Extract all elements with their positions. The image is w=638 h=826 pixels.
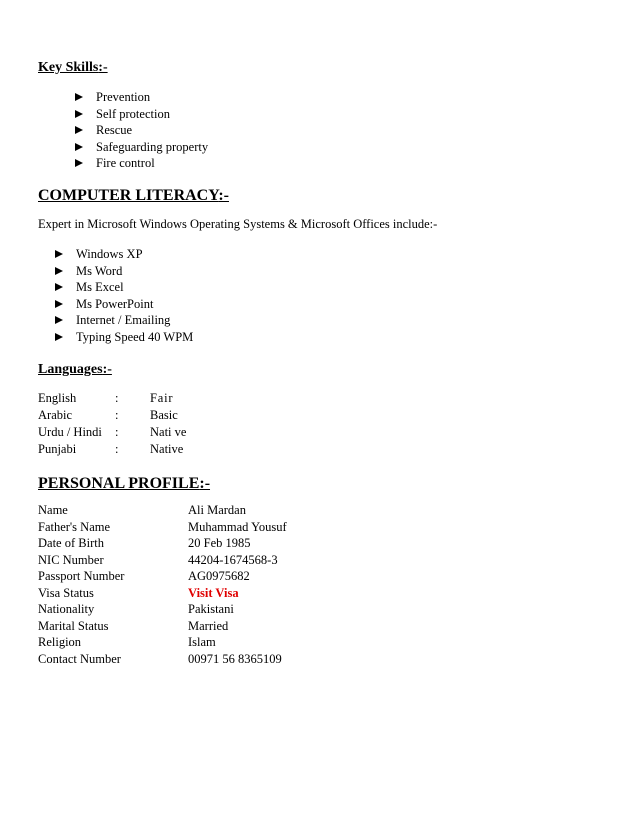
separator: : bbox=[115, 442, 119, 456]
computer-skill-label: Ms Excel bbox=[76, 280, 124, 294]
arrow-bullet-icon bbox=[75, 110, 83, 118]
profile-value: Married bbox=[188, 619, 229, 633]
language-name: Arabic bbox=[38, 408, 73, 422]
key-skills-title: Key Skills bbox=[38, 60, 99, 75]
arrow-bullet-icon bbox=[55, 333, 63, 341]
skill-label: Prevention bbox=[96, 90, 151, 104]
arrow-bullet-icon bbox=[55, 316, 63, 324]
arrow-bullet-icon bbox=[75, 159, 83, 167]
list-item bbox=[75, 106, 208, 123]
list-item bbox=[75, 89, 208, 106]
languages-title: Languages bbox=[38, 362, 103, 377]
languages-heading bbox=[38, 362, 112, 378]
list-item bbox=[55, 312, 193, 329]
computer-literacy-title: COMPUTER LITERACY bbox=[38, 187, 219, 204]
profile-value: Ali Mardan bbox=[188, 503, 246, 517]
computer-skills-list bbox=[55, 246, 193, 345]
profile-label: Nationality bbox=[38, 602, 95, 616]
profile-value: Pakistani bbox=[188, 602, 234, 616]
key-skills-list bbox=[75, 89, 208, 172]
list-item bbox=[55, 329, 193, 346]
separator: : bbox=[115, 425, 119, 439]
skill-label: Safeguarding property bbox=[96, 139, 209, 154]
profile-value: 44204-1674568-3 bbox=[188, 553, 278, 567]
profile-label: Date of Birth bbox=[38, 536, 104, 550]
profile-label: Passport Number bbox=[38, 569, 125, 583]
key-skills-suffix: :- bbox=[98, 60, 108, 75]
profile-label: Visa Status bbox=[38, 586, 94, 600]
arrow-bullet-icon bbox=[55, 300, 63, 308]
computer-skill-label: Windows XP bbox=[76, 247, 143, 261]
list-item bbox=[55, 296, 193, 313]
list-item bbox=[55, 263, 193, 280]
arrow-bullet-icon bbox=[55, 250, 63, 258]
profile-value: 20 Feb 1985 bbox=[188, 536, 251, 550]
language-name: English bbox=[38, 391, 77, 405]
list-item bbox=[55, 246, 193, 263]
separator: : bbox=[115, 391, 119, 405]
computer-skill-label: Typing Speed 40 WPM bbox=[76, 329, 194, 344]
arrow-bullet-icon bbox=[75, 143, 83, 151]
computer-skill-label: Ms Word bbox=[76, 263, 123, 278]
profile-value: AG0975682 bbox=[188, 569, 250, 583]
key-skills-heading bbox=[38, 60, 108, 76]
computer-literacy-heading bbox=[38, 187, 229, 205]
visa-status-value: Visit Visa bbox=[188, 586, 239, 600]
computer-literacy-intro: Expert in Microsoft Windows Operating Systems & Microsoft Offices include:- bbox=[38, 217, 438, 231]
list-item bbox=[75, 155, 208, 172]
language-name: Punjabi bbox=[38, 442, 77, 456]
personal-profile-heading bbox=[38, 475, 210, 493]
computer-skill-label: Internet / Emailing bbox=[76, 313, 171, 327]
list-item bbox=[75, 122, 208, 139]
profile-value: Islam bbox=[188, 635, 216, 649]
arrow-bullet-icon bbox=[75, 93, 83, 101]
arrow-bullet-icon bbox=[55, 283, 63, 291]
arrow-bullet-icon bbox=[55, 267, 63, 275]
separator: : bbox=[115, 408, 119, 422]
profile-label: NIC Number bbox=[38, 553, 104, 567]
skill-label: Fire control bbox=[96, 156, 155, 170]
profile-label: Contact Number bbox=[38, 652, 121, 666]
computer-literacy-suffix: :- bbox=[218, 187, 229, 204]
personal-profile-title: PERSONAL PROFILE bbox=[38, 475, 200, 492]
profile-label: Religion bbox=[38, 635, 82, 649]
profile-value: Muhammad Yousuf bbox=[188, 520, 287, 534]
language-level: Native bbox=[150, 442, 184, 456]
profile-value: 00971 56 8365109 bbox=[188, 652, 282, 666]
computer-skill-label: Ms PowerPoint bbox=[76, 296, 154, 311]
profile-label: Marital Status bbox=[38, 619, 109, 633]
languages-suffix: :- bbox=[102, 362, 112, 377]
profile-label: Father's Name bbox=[38, 520, 111, 534]
personal-profile-suffix: :- bbox=[199, 475, 211, 492]
skill-label: Rescue bbox=[96, 123, 133, 137]
language-level: Basic bbox=[150, 408, 178, 422]
skill-label: Self protection bbox=[96, 106, 170, 121]
arrow-bullet-icon bbox=[75, 126, 83, 134]
language-level: Fair bbox=[150, 391, 174, 405]
list-item bbox=[55, 279, 193, 296]
language-name: Urdu / Hindi bbox=[38, 425, 102, 439]
list-item bbox=[75, 139, 208, 156]
profile-label: Name bbox=[38, 503, 68, 517]
language-level: Nati ve bbox=[150, 425, 187, 439]
